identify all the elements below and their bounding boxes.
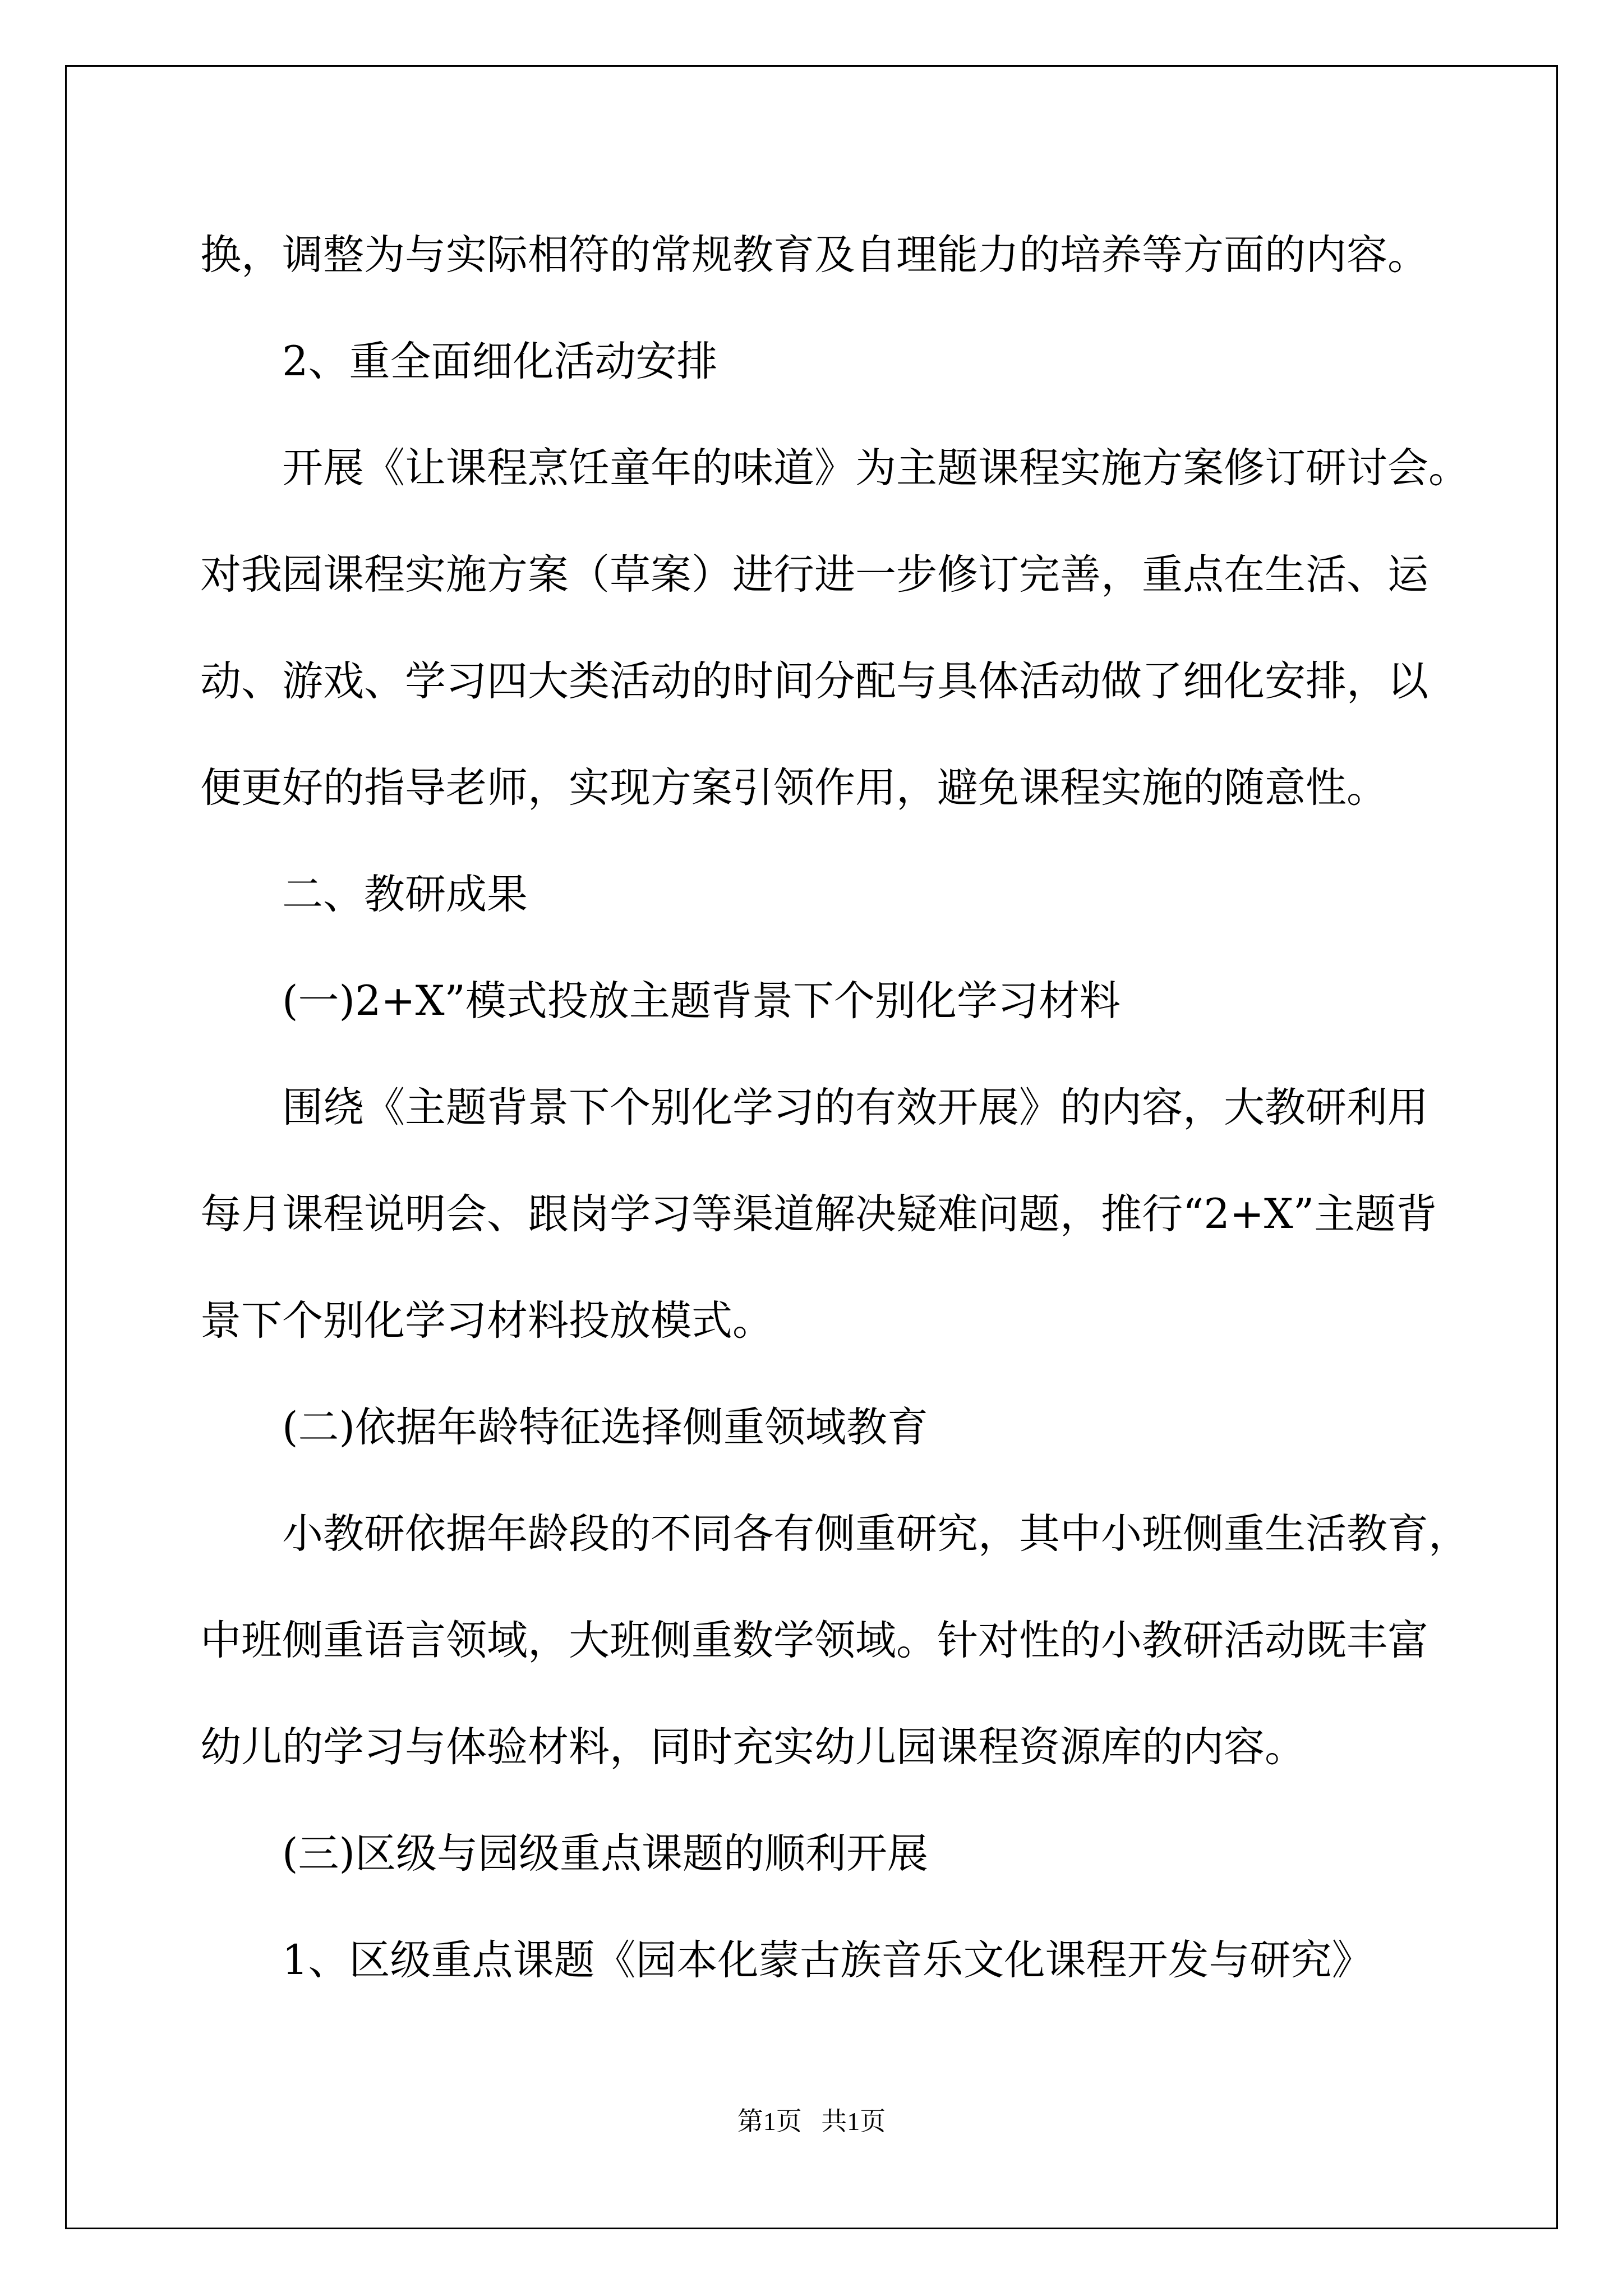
document-body — [200, 202, 1469, 2014]
section-heading: 二、教研成果 — [282, 871, 528, 918]
paragraph: 动、游戏、学习四大类活动的时间分配与具体活动做了细化安排，以 — [200, 657, 1428, 705]
paragraph: 景下个别化学习材料投放模式。 — [200, 1297, 773, 1345]
paragraph: 围绕《主题背景下个别化学习的有效开展》的内容，大教研利用 — [282, 1084, 1428, 1131]
paragraph: 对我园课程实施方案（草案）进行进一步修订完善，重点在生活、运 — [200, 551, 1428, 599]
paragraph: 2、重全面细化活动安排 — [282, 338, 718, 385]
subsection-heading: (一)2+X”模式投放主题背景下个别化学习材料 — [282, 977, 1121, 1025]
paragraph: 幼儿的学习与体验材料，同时充实幼儿园课程资源库的内容。 — [200, 1723, 1306, 1771]
paragraph: 便更好的指导老师，实现方案引领作用，避免课程实施的随意性。 — [200, 764, 1387, 812]
paragraph: 开展《让课程烹饪童年的味道》为主题课程实施方案修订研讨会。 — [282, 444, 1469, 492]
paragraph: 小教研依据年龄段的不同各有侧重研究，其中小班侧重生活教育， — [282, 1510, 1469, 1558]
subsection-heading: (三)区级与园级重点课题的顺利开展 — [282, 1830, 928, 1878]
paragraph: 1、区级重点课题《园本化蒙古族音乐文化课程开发与研究》 — [282, 1936, 1373, 1984]
page-number-footer: 第1页 共1页 — [737, 2107, 886, 2136]
paragraph: 换，调整为与实际相符的常规教育及自理能力的培养等方面的内容。 — [200, 231, 1428, 279]
paragraph: 中班侧重语言领域，大班侧重数学领域。针对性的小教研活动既丰富 — [200, 1617, 1428, 1664]
paragraph: 每月课程说明会、跟岗学习等渠道解决疑难问题，推行“2+X”主题背 — [200, 1190, 1437, 1238]
subsection-heading: (二)依据年龄特征选择侧重领域教育 — [282, 1404, 928, 1451]
